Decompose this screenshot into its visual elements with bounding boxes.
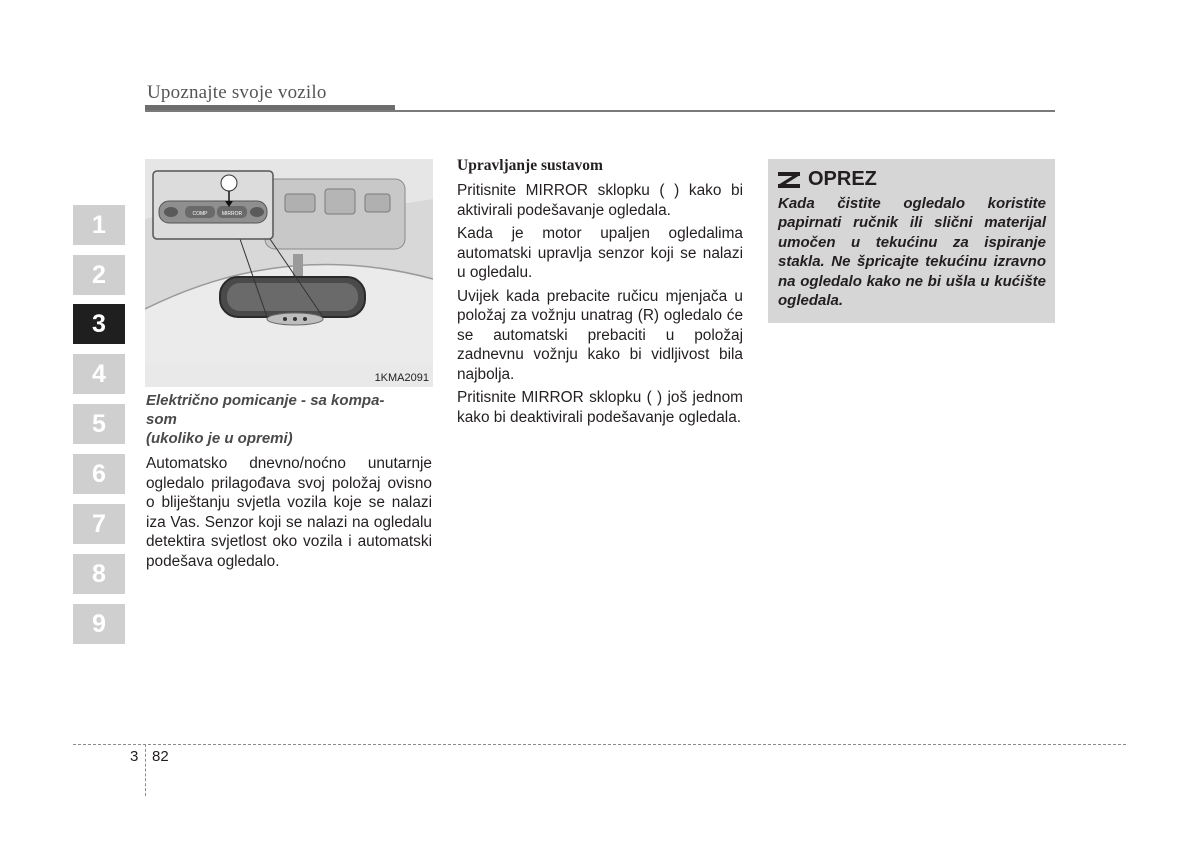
chapter-tab-7[interactable]: 7: [73, 504, 125, 544]
subheading-line-2: som: [146, 411, 177, 428]
chapter-tab-3[interactable]: 3: [73, 304, 125, 344]
footer-divider: [145, 744, 146, 796]
comp-button-label: COMP: [192, 211, 208, 217]
subheading-line-3: (ukoliko je u opremi): [146, 430, 293, 447]
paragraph-1: Pritisnite MIRROR sklopku ( ) kako bi aktivirali podešavanje ogledala.: [457, 182, 743, 219]
chapter-tab-4[interactable]: 4: [73, 354, 125, 394]
chapter-tab-8[interactable]: 8: [73, 554, 125, 594]
page-chapter-number: 3: [130, 748, 139, 765]
figure-code: 1KMA2091: [374, 372, 429, 384]
mirror-button-label: MIRROR: [221, 211, 243, 217]
paragraph-4: Pritisnite MIRROR sklopku ( ) još jednom kako bi deaktivirali podešavanje ogledala.: [457, 389, 743, 426]
left-subheading: [146, 391, 434, 448]
subheading-line-1: Električno pomicanje - sa kompa-: [146, 392, 385, 409]
section-heading: Upravljanje sustavom: [457, 157, 603, 174]
caution-title-text: OPREZ: [808, 168, 877, 190]
right-body-text: [457, 181, 743, 431]
caution-box: [768, 159, 1055, 323]
chapter-tab-2[interactable]: 2: [73, 255, 125, 295]
running-header: Upoznajte svoje vozilo: [147, 82, 327, 103]
page-number: 82: [152, 748, 169, 765]
chapter-tab-5[interactable]: 5: [73, 404, 125, 444]
footer-rule: [73, 744, 1126, 745]
caution-title: [778, 168, 877, 191]
header-rule: [145, 110, 1055, 112]
left-body-text: Automatsko dnevno/noćno unutarnje ogledalo prilagođava svoj položaj ovisno o bliještanju svjetla vozila koje se nalazi iza Vas. Senzor koji se nalazi na ogledalu detektira svjetlost oko vozila i automatski podešava ogledalo.: [146, 455, 432, 570]
mirror-drawing: [145, 159, 433, 387]
paragraph-3: Uvijek kada prebacite ručicu mjenjača u položaj za vožnju unatrag (R) ogledalo će se automatski prebaciti u položaj zadnevnu vožnju kako bi vidljivost bila najbolja.: [457, 287, 743, 383]
chapter-tab-9[interactable]: 9: [73, 604, 125, 644]
mirror-illustration: [145, 159, 433, 387]
caution-icon: [778, 171, 802, 189]
caution-body: Kada čistite ogledalo koristite papirnati ručnik ili slični materijal umočen u tekućinu za ispiranje stakla. Ne špricajte tekućinu izravno na ogledalo kako ne bi ušla u kućište ogledala.: [778, 195, 1046, 310]
paragraph-2: Kada je motor upaljen ogledalima automatski upravlja senzor koji se nalazi u ogledalu.: [457, 225, 743, 281]
chapter-tab-6[interactable]: 6: [73, 454, 125, 494]
chapter-tab-1[interactable]: 1: [73, 205, 125, 245]
